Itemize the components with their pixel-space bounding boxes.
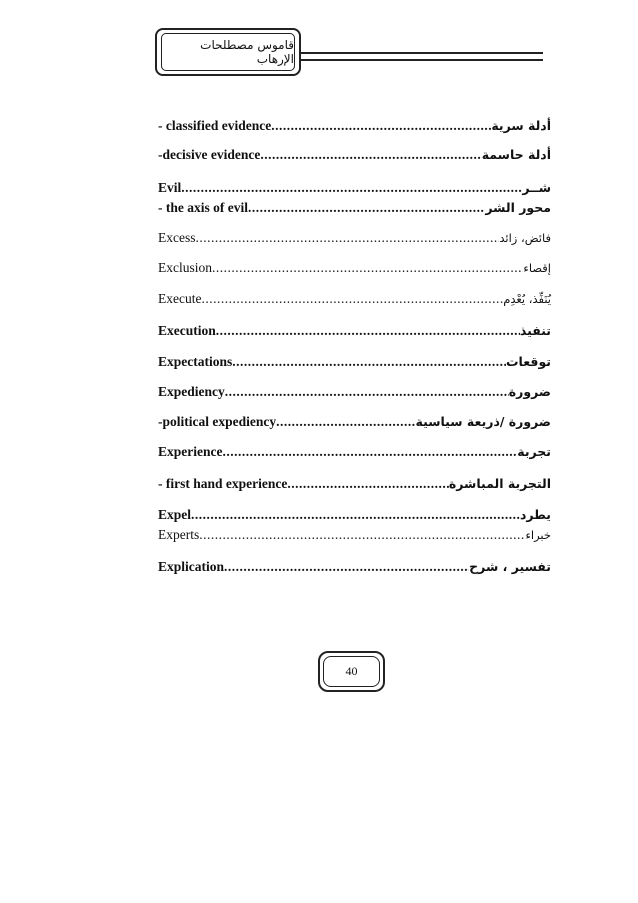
entry-exclusion xyxy=(158,260,551,276)
entry-term: - the axis of evil xyxy=(158,200,248,215)
leader-dots xyxy=(196,230,500,246)
header-rule xyxy=(300,52,543,61)
entry-expediency xyxy=(158,384,551,400)
entry-term: - classified evidence xyxy=(158,118,272,133)
entry-term: -decisive evidence xyxy=(158,147,261,162)
leader-dots xyxy=(222,444,517,460)
entry-expectations xyxy=(158,354,551,370)
entry-first-hand-experience xyxy=(158,476,551,492)
leader-dots xyxy=(225,384,509,400)
entry-term: Excess xyxy=(158,230,196,245)
entry-translation: التجربة المباشرة xyxy=(448,476,551,491)
entry-term: Expectations xyxy=(158,354,233,369)
entry-translation: يُنَفِّذ، يُعْدِم xyxy=(503,292,551,306)
entry-translation: يطرد xyxy=(519,507,551,522)
entry-term: Exclusion xyxy=(158,260,212,275)
entry-translation: تنفيذ xyxy=(519,323,551,338)
entry-term: Execute xyxy=(158,291,202,306)
entry-translation: خبراء xyxy=(525,528,551,542)
entry-translation: تفسير ، شرح xyxy=(469,559,551,574)
leader-dots xyxy=(212,260,523,276)
leader-dots xyxy=(181,180,522,196)
leader-dots xyxy=(224,559,469,575)
entry-translation: ضرورة xyxy=(508,384,551,399)
entry-translation: أدلة حاسمة xyxy=(481,147,551,162)
leader-dots xyxy=(276,414,415,430)
leader-dots xyxy=(191,507,520,523)
entry-evil xyxy=(158,180,551,196)
entry-term: Evil xyxy=(158,180,182,195)
entry-term: Experience xyxy=(158,444,223,459)
entry-term: Expel xyxy=(158,507,192,522)
leader-dots xyxy=(199,527,525,543)
entry-experience xyxy=(158,444,551,460)
leader-dots xyxy=(248,200,485,216)
entry-translation: شــر xyxy=(522,180,551,195)
entry-term: - first hand experience xyxy=(158,476,288,491)
leader-dots xyxy=(216,323,520,339)
entry-explication xyxy=(158,559,551,575)
entry-translation: محور الشر xyxy=(485,200,551,215)
entry-expel xyxy=(158,507,551,523)
header-title: قاموس مصطلحات الإرهاب xyxy=(161,33,295,71)
entry-classified-evidence xyxy=(158,118,551,134)
entry-decisive-evidence xyxy=(158,147,551,163)
entry-translation: تجربة xyxy=(517,444,551,459)
entry-term: Explication xyxy=(158,559,225,574)
leader-dots xyxy=(260,147,481,163)
page-number: 40 xyxy=(323,656,380,687)
entry-translation: إقصاء xyxy=(523,261,551,275)
entry-political-expediency xyxy=(158,414,551,430)
leader-dots xyxy=(287,476,449,492)
entry-experts xyxy=(158,527,551,543)
entry-term: Execution xyxy=(158,323,216,338)
entry-axis-of-evil xyxy=(158,200,551,216)
leader-dots xyxy=(201,291,503,307)
leader-dots xyxy=(271,118,491,134)
entry-translation: توقعات xyxy=(505,354,551,369)
entry-term: Experts xyxy=(158,527,200,542)
entry-translation: أدلة سرية xyxy=(491,118,551,133)
entry-translation: فائض، زائد xyxy=(499,231,551,245)
leader-dots xyxy=(232,354,506,370)
entry-execution xyxy=(158,323,551,339)
entry-term: Expediency xyxy=(158,384,225,399)
entry-excess xyxy=(158,230,551,246)
entry-execute xyxy=(158,291,551,307)
entry-translation: ضرورة /ذريعة سياسية xyxy=(415,414,551,429)
entry-term: -political expediency xyxy=(158,414,277,429)
